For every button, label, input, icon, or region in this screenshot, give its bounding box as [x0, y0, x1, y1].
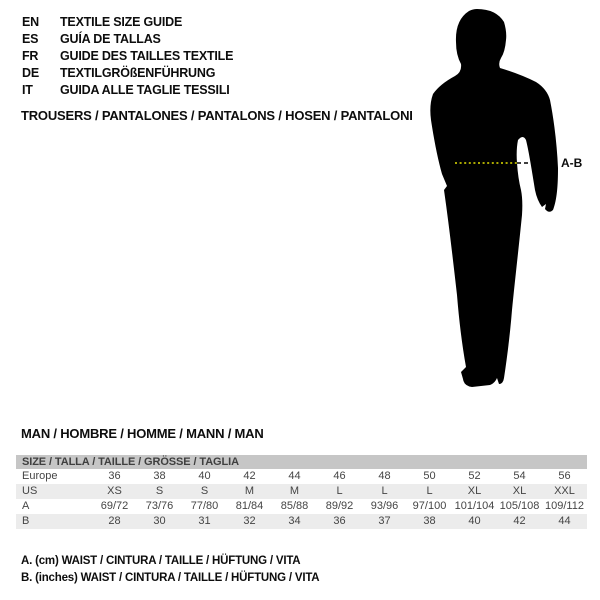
language-label: GUIDA ALLE TAGLIE TESSILI	[60, 83, 230, 97]
table-cell: 93/96	[370, 500, 399, 512]
table-cell: 77/80	[190, 500, 219, 512]
language-code: EN	[22, 15, 39, 29]
table-row-b-inches	[16, 514, 587, 529]
table-cell: 48	[378, 470, 391, 482]
table-cell: XS	[107, 485, 122, 497]
table-cell: 85/88	[280, 500, 309, 512]
section-title-man: MAN / HOMBRE / HOMME / MANN / MAN	[21, 426, 264, 441]
note-b-inches: B. (inches) WAIST / CINTURA / TAILLE / HÜFTUNG / VITA	[21, 571, 320, 584]
table-cell: S	[155, 485, 164, 497]
table-cell: 101/104	[454, 500, 495, 512]
table-cell: 44	[558, 515, 571, 527]
man-silhouette-shape	[430, 9, 558, 387]
table-cell: M	[244, 485, 255, 497]
table-cell: M	[289, 485, 300, 497]
measurement-notes	[21, 553, 319, 586]
language-row-it	[22, 82, 233, 99]
language-row-es	[22, 31, 233, 48]
language-label: TEXTILGRÖßENFÜHRUNG	[60, 66, 216, 80]
table-cell: 40	[198, 470, 211, 482]
table-cell: 37	[378, 515, 391, 527]
table-cell: 46	[333, 470, 346, 482]
table-cell: 69/72	[100, 500, 129, 512]
category-title: TROUSERS / PANTALONES / PANTALONS / HOSEN / PANTALONI	[21, 108, 413, 123]
table-cell: 73/76	[145, 500, 174, 512]
table-cell: 97/100	[412, 500, 447, 512]
row-label: A	[22, 500, 30, 512]
language-code: DE	[22, 66, 39, 80]
table-cell: 42	[243, 470, 256, 482]
size-table-header: SIZE / TALLA / TAILLE / GRÖSSE / TAGLIA	[16, 455, 587, 469]
table-cell: 105/108	[499, 500, 540, 512]
table-cell: S	[200, 485, 209, 497]
language-row-de	[22, 65, 233, 82]
table-cell: L	[381, 485, 388, 497]
table-cell: XL	[467, 485, 482, 497]
measure-label-a-b: A-B	[561, 156, 583, 170]
table-cell: 38	[153, 470, 166, 482]
language-code: IT	[22, 83, 33, 97]
table-cell: 32	[243, 515, 256, 527]
table-row-europe	[16, 469, 587, 484]
language-label: TEXTILE SIZE GUIDE	[60, 15, 183, 29]
note-a-cm: A. (cm) WAIST / CINTURA / TAILLE / HÜFTUNG / VITA	[21, 555, 301, 567]
man-silhouette-figure	[400, 0, 600, 400]
language-code: ES	[22, 32, 39, 46]
table-row-a-cm	[16, 499, 587, 514]
language-row-en	[22, 14, 233, 31]
table-cell: 50	[423, 470, 436, 482]
row-label: Europe	[22, 470, 58, 482]
table-cell: 89/92	[325, 500, 354, 512]
table-cell: 40	[468, 515, 481, 527]
table-cell: 109/112	[545, 500, 584, 512]
table-cell: XL	[512, 485, 527, 497]
man-silhouette-svg	[400, 0, 600, 400]
table-cell: L	[426, 485, 433, 497]
table-cell: 36	[333, 515, 346, 527]
table-cell: 44	[288, 470, 301, 482]
language-label: GUÍA DE TALLAS	[60, 32, 161, 46]
table-cell: 28	[108, 515, 121, 527]
table-cell: 52	[468, 470, 481, 482]
table-cell: 31	[198, 515, 211, 527]
language-list	[22, 14, 233, 99]
language-label: GUIDE DES TAILLES TEXTILE	[60, 49, 234, 63]
size-table	[16, 455, 587, 529]
table-cell: L	[336, 485, 343, 497]
table-cell: 81/84	[235, 500, 264, 512]
table-cell: 30	[153, 515, 166, 527]
table-cell: 36	[108, 470, 121, 482]
table-cell: 54	[513, 470, 526, 482]
table-cell: 56	[558, 470, 571, 482]
table-cell: 42	[513, 515, 526, 527]
language-code: FR	[22, 49, 39, 63]
table-cell: 34	[288, 515, 301, 527]
language-row-fr	[22, 48, 233, 65]
row-label: B	[22, 515, 30, 527]
table-cell: 38	[423, 515, 436, 527]
table-row-us	[16, 484, 587, 499]
row-label: US	[22, 485, 38, 497]
table-cell: XXL	[554, 485, 575, 497]
